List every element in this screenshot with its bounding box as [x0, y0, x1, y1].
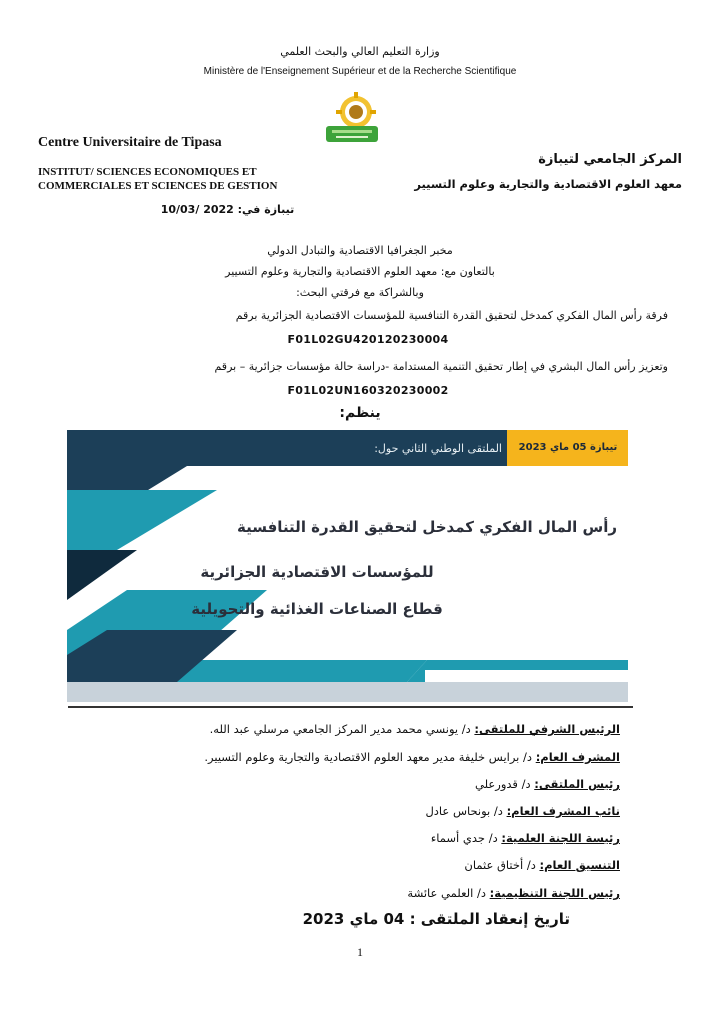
banner-bottom-bar: [67, 682, 628, 702]
organizes-heading: ينظم:: [339, 405, 381, 421]
role-key: التنسيق العام:: [539, 858, 620, 872]
ministry-arabic: وزارة التعليم العالي والبحث العلمي: [280, 45, 440, 58]
role-deputy-supervisor: [150, 804, 620, 818]
role-value: د/ جدي أسماء: [430, 831, 502, 845]
ministry-french: Ministère de l'Enseignement Supérieur et de la Recherche Scientifique: [203, 66, 517, 77]
divider: [68, 706, 633, 708]
role-key: نائب المشرف العام:: [506, 804, 620, 818]
role-value: د/ العلمي عائشة: [407, 886, 490, 900]
partnership-line: وبالشراكة مع فرقتي البحث:: [296, 286, 424, 299]
research-team-1-code: F01L02GU420120230004: [287, 333, 449, 346]
centre-name-arabic: المركز الجامعي لتيبازة: [538, 152, 682, 167]
banner-date: تيبازة 05 ماي 2023: [518, 442, 618, 453]
role-key: الرئيس الشرفي للملتقى:: [474, 722, 620, 736]
research-team-2: وتعزيز رأس المال البشري في إطار تحقيق التنمية المستدامة -دراسة حالة مؤسسات جزائرية – برقم: [214, 360, 668, 373]
centre-name-french: Centre Universitaire de Tipasa: [38, 135, 222, 150]
banner-title-line-3: قطاع الصناعات الغذائية والتحويلية: [191, 600, 443, 618]
page-number: 1: [357, 945, 363, 959]
role-key: رئيس اللجنة التنظيمية:: [489, 886, 620, 900]
role-general-coordination: [150, 858, 620, 872]
cooperation-line: بالتعاون مع: معهد العلوم الاقتصادية والتجارية وعلوم التسيير: [225, 265, 495, 278]
role-key: رئيسة اللجنة العلمية:: [501, 831, 620, 845]
role-key: رئيس الملتقى:: [534, 777, 620, 791]
role-value: د/ بونحاس عادل: [425, 804, 507, 818]
role-value: د/ أختاق عثمان: [464, 858, 540, 872]
role-key: المشرف العام:: [535, 750, 620, 764]
role-conference-president: [150, 777, 620, 791]
role-value: د/ برايس خليفة مدير معهد العلوم الاقتصادية والتجارية وعلوم التسيير.: [204, 750, 536, 764]
role-honorary-president: [150, 722, 620, 736]
institute-name-arabic: معهد العلوم الاقتصادية والتجارية وعلوم التسيير: [414, 177, 682, 191]
role-general-supervisor: [150, 750, 620, 764]
role-scientific-committee-chair: [150, 831, 620, 845]
banner-title-line-2: للمؤسسات الاقتصادية الجزائرية: [200, 563, 434, 581]
conference-banner: [67, 430, 628, 702]
research-team-2-code: F01L02UN160320230002: [287, 384, 449, 397]
banner-forum-label: الملتقى الوطني الثاني حول:: [374, 442, 502, 455]
role-value: د/ قدورعلي: [475, 777, 535, 791]
role-value: د/ يونسي محمد مدير المركز الجامعي مرسلي عبد الله.: [209, 722, 475, 736]
organizers-block: [150, 240, 570, 303]
university-logo: [322, 92, 382, 144]
conference-date: تاريخ إنعقاد الملتقى : 04 ماي 2023: [302, 910, 570, 928]
document-date: تيبازة في: 2022 /10/03: [160, 203, 295, 216]
research-team-1: فرقة رأس المال الفكري كمدخل لتحقيق القدرة التنافسية للمؤسسات الاقتصادية الجزائرية برقم: [235, 309, 668, 322]
institute-name-french: INSTITUT/ SCIENCES ECONOMIQUES ET COMMERCIALES ET SCIENCES DE GESTION: [38, 166, 278, 192]
banner-title-line-1: رأس المال الفكري كمدخل لتحقيق القدرة التنافسية: [237, 518, 617, 536]
lab-name: مخبر الجغرافيا الاقتصادية والتبادل الدولي: [267, 244, 453, 257]
role-organizing-committee-chair: [150, 886, 620, 900]
